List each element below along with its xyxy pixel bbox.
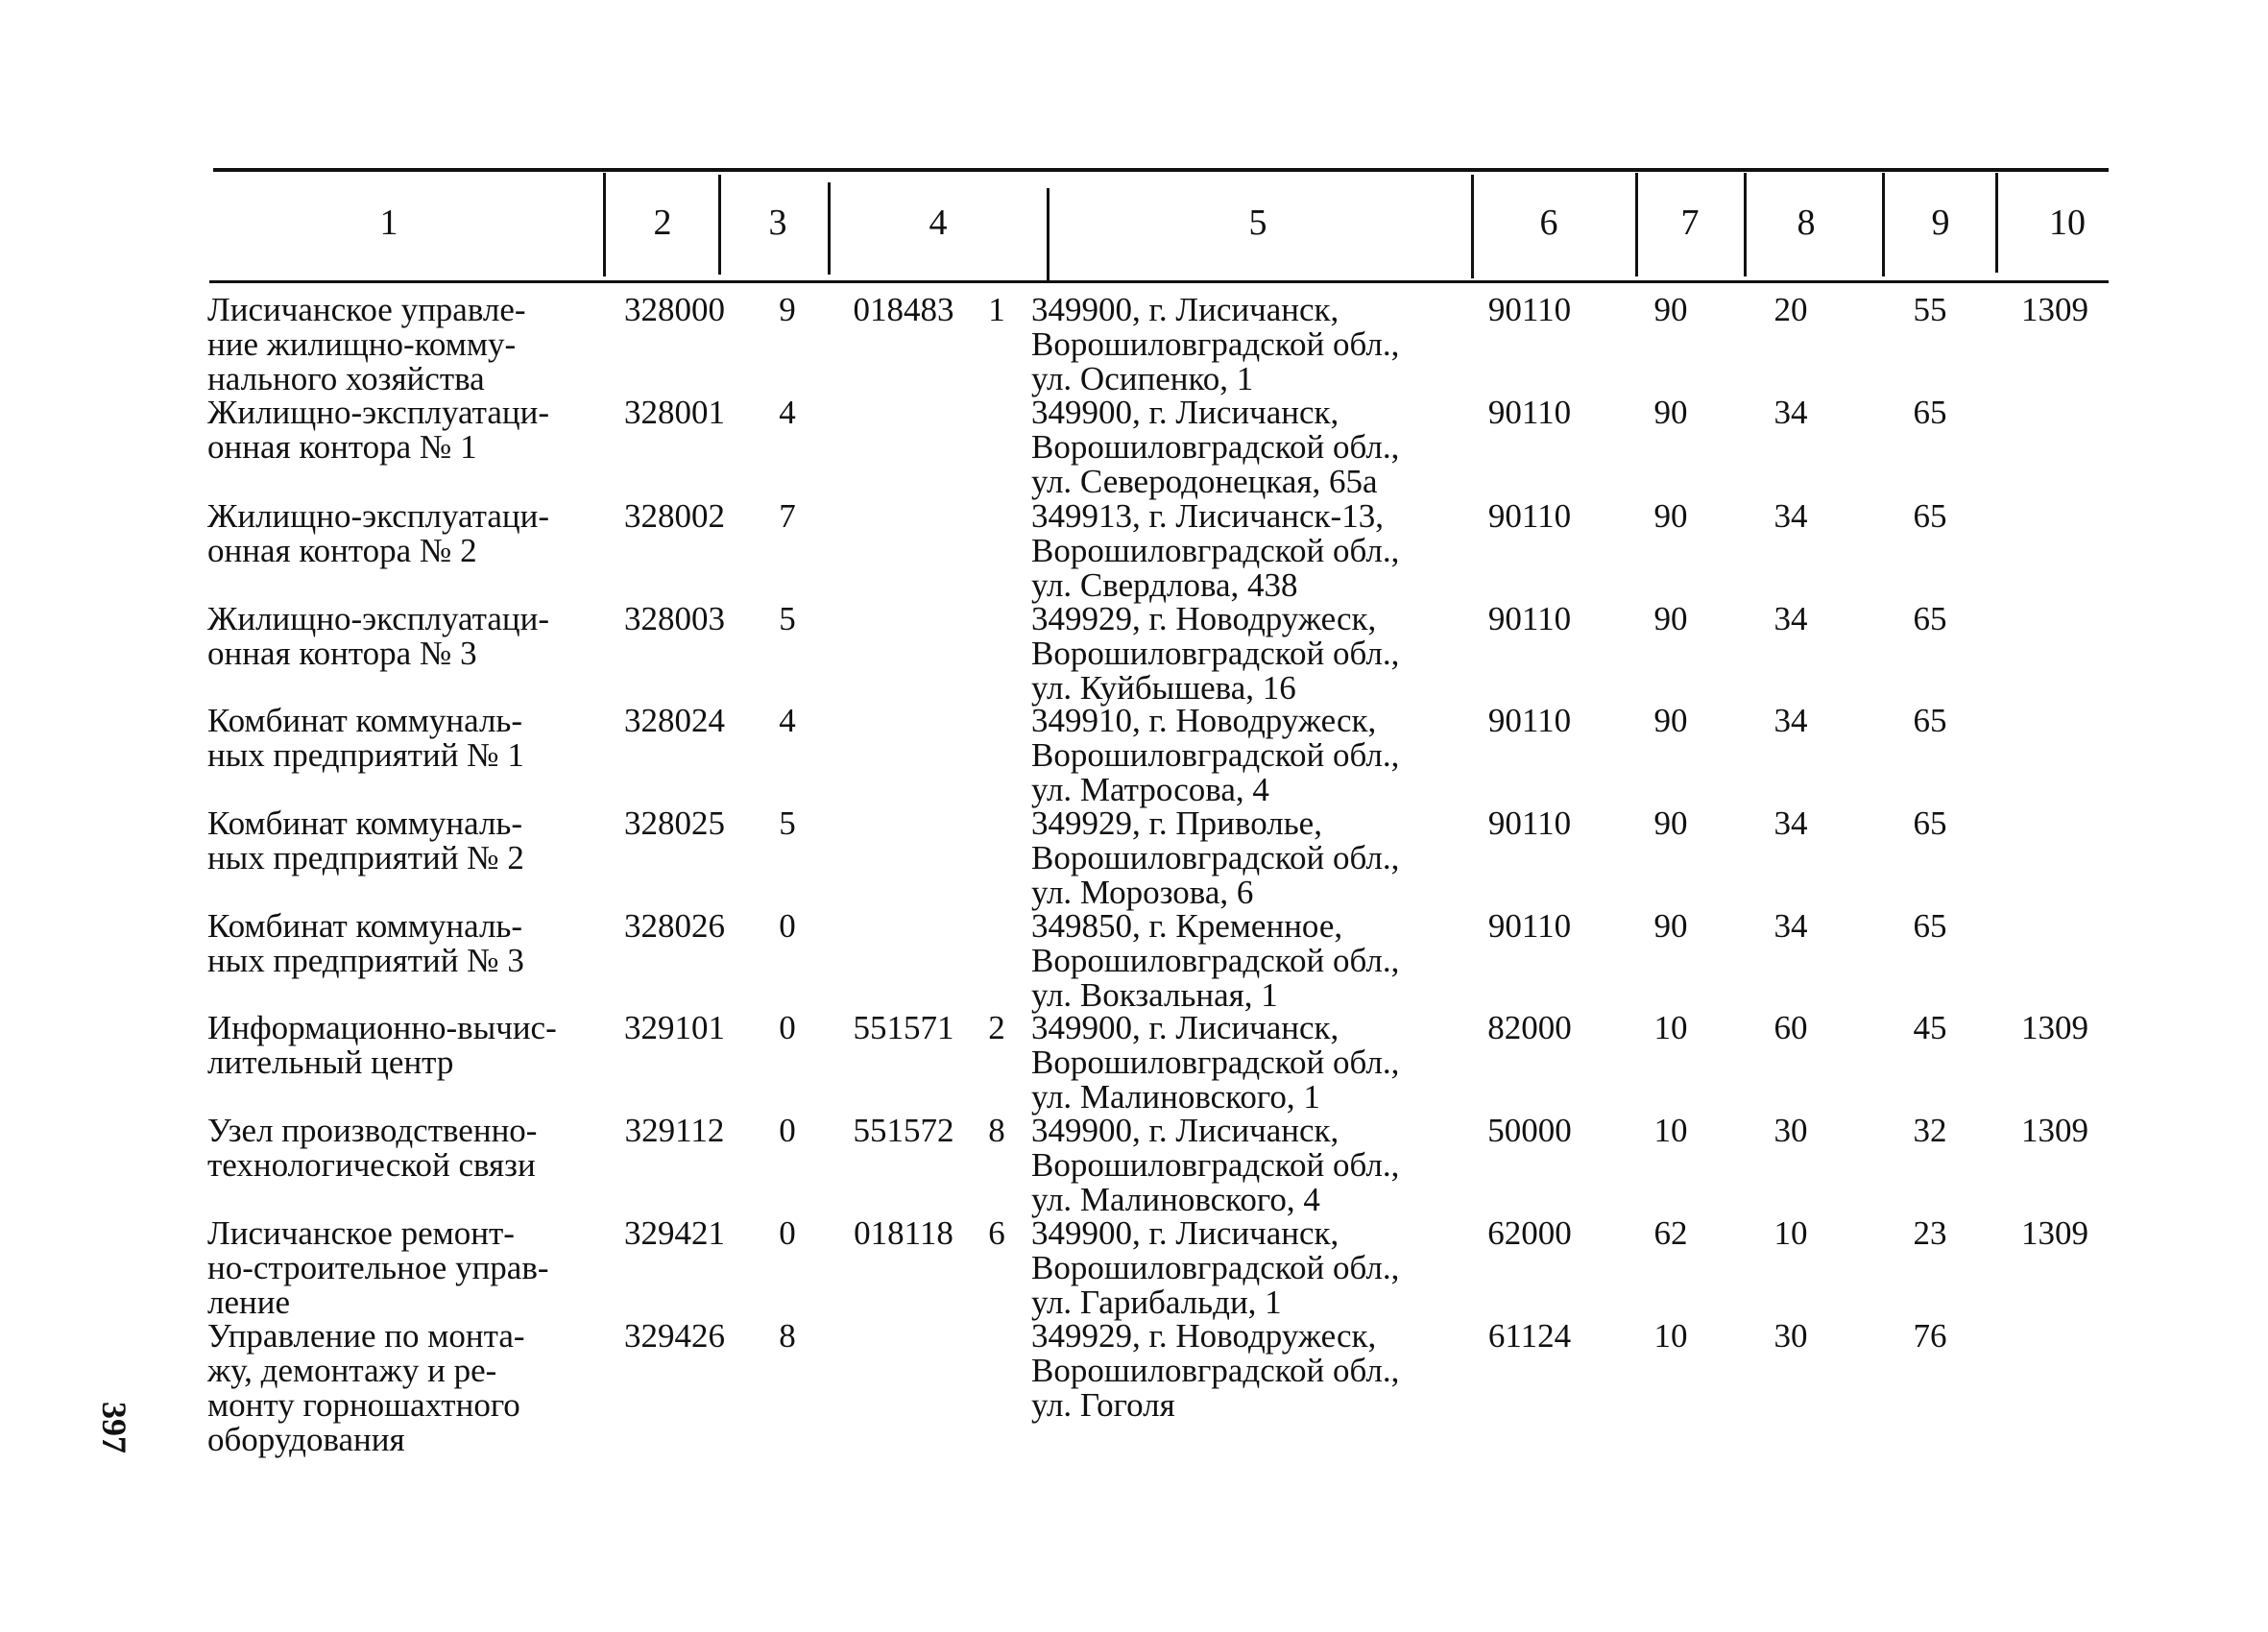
row-col7: 10: [1653, 1009, 1688, 1046]
row-name: [207, 396, 611, 465]
row-col9: 76: [1913, 1317, 1947, 1355]
row-code: 328000: [624, 291, 725, 328]
header-divider: [1635, 173, 1638, 276]
row-digit: 0: [779, 1112, 796, 1149]
row-address-line: ул. Куйбышева, 16: [1031, 669, 1296, 707]
header-col-9: 9: [1931, 203, 1950, 243]
page-number: 397: [95, 1402, 133, 1453]
row-col9: 65: [1913, 907, 1947, 945]
row-address-line: ул. Северодонецкая, 65а: [1031, 463, 1378, 500]
row-name-line: лительный центр: [207, 1044, 454, 1081]
row-address: [1031, 1319, 1454, 1423]
header-divider: [718, 175, 721, 275]
row-name-line: монту горношахтного: [207, 1386, 520, 1424]
row-address-line: 349913, г. Лисичанск-13,: [1031, 497, 1384, 535]
row-col8: 10: [1773, 1214, 1808, 1252]
row-col7: 90: [1653, 702, 1688, 739]
row-address: [1031, 1011, 1454, 1115]
row-address: [1031, 1216, 1454, 1320]
row-name-line: технологической связи: [207, 1146, 536, 1184]
row-address-line: ул. Вокзальная, 1: [1031, 976, 1278, 1014]
row-digit: 7: [779, 497, 796, 535]
row-code: 329421: [624, 1214, 725, 1252]
row-address-line: ул. Матросова, 4: [1031, 771, 1269, 808]
row-col9: 45: [1913, 1009, 1947, 1046]
row-col8: 34: [1773, 804, 1808, 842]
row-address-line: 349900, г. Лисичанск,: [1031, 1112, 1339, 1149]
row-code: 328026: [624, 907, 725, 945]
row-address-line: 349900, г. Лисичанск,: [1031, 291, 1339, 328]
row-address: [1031, 704, 1454, 807]
row-col9: 65: [1913, 497, 1947, 535]
row-name-line: но-строительное управ-: [207, 1249, 549, 1286]
row-col6: 90110: [1487, 394, 1572, 431]
row-name: [207, 1114, 611, 1183]
row-col7: 90: [1653, 394, 1688, 431]
row-digit: 8: [779, 1317, 796, 1355]
row-col6: 90110: [1487, 600, 1572, 637]
row-address-line: Ворошиловградской обл.,: [1031, 839, 1400, 876]
row-col9: 65: [1913, 804, 1947, 842]
row-address: [1031, 909, 1454, 1013]
row-col8: 34: [1773, 600, 1808, 637]
header-col-4: 4: [929, 203, 948, 243]
row-col7: 62: [1653, 1214, 1688, 1252]
row-address-line: Ворошиловградской обл.,: [1031, 1352, 1400, 1389]
row-name: [207, 602, 611, 671]
row-name-line: ние жилищно-комму-: [207, 325, 517, 363]
row-address-line: ул. Осипенко, 1: [1031, 360, 1254, 397]
header-col-10: 10: [2049, 203, 2086, 243]
row-name: [207, 806, 611, 876]
row-address-line: Ворошиловградской обл.,: [1031, 635, 1400, 672]
row-address-line: Ворошиловградской обл.,: [1031, 428, 1400, 466]
row-code: 328001: [624, 394, 725, 431]
row-address-line: ул. Гоголя: [1031, 1386, 1175, 1424]
row-code: 329112: [624, 1112, 725, 1149]
row-col8: 34: [1773, 702, 1808, 739]
row-col10: 1309: [2021, 1112, 2088, 1149]
row-name-line: оборудования: [207, 1421, 405, 1458]
row-col6: 90110: [1487, 497, 1572, 535]
header-divider: [1471, 175, 1474, 278]
row-col9: 55: [1913, 291, 1947, 328]
row-name-line: Лисичанское управле-: [207, 291, 526, 328]
row-name-line: жу, демонтажу и ре-: [207, 1352, 497, 1389]
row-col4: 018483: [853, 291, 954, 328]
row-name-line: ление: [207, 1284, 290, 1321]
row-name: [207, 499, 611, 568]
row-col4: 551572: [853, 1112, 954, 1149]
row-col4-check: 8: [988, 1112, 1005, 1149]
row-col4-check: 1: [988, 291, 1005, 328]
row-digit: 0: [779, 1214, 796, 1252]
row-name-line: ных предприятий № 3: [207, 942, 524, 979]
row-address-line: 349900, г. Лисичанск,: [1031, 1009, 1339, 1046]
header-divider: [1882, 173, 1885, 276]
row-col9: 65: [1913, 394, 1947, 431]
row-address-line: ул. Гарибальди, 1: [1031, 1284, 1282, 1321]
row-col7: 90: [1653, 497, 1688, 535]
row-col8: 34: [1773, 907, 1808, 945]
row-col6: 90110: [1487, 291, 1572, 328]
row-col6: 82000: [1487, 1009, 1572, 1046]
row-name: [207, 1216, 611, 1320]
row-col4: 551571: [853, 1009, 954, 1046]
row-col7: 90: [1653, 291, 1688, 328]
row-col7: 90: [1653, 907, 1688, 945]
row-col8: 30: [1773, 1317, 1808, 1355]
row-address-line: Ворошиловградской обл.,: [1031, 1044, 1400, 1081]
header-divider: [603, 173, 606, 276]
row-name-line: онная контора № 2: [207, 532, 477, 569]
row-address-line: 349929, г. Новодружеск,: [1031, 600, 1377, 637]
row-col4: 018118: [854, 1214, 953, 1252]
row-name-line: Лисичанское ремонт-: [207, 1214, 515, 1252]
row-col10: 1309: [2021, 1214, 2088, 1252]
row-col4-check: 2: [988, 1009, 1005, 1046]
row-col6: 90110: [1487, 702, 1572, 739]
row-name-line: Комбинат коммуналь-: [207, 804, 523, 842]
row-address-line: Ворошиловградской обл.,: [1031, 736, 1400, 774]
row-name-line: онная контора № 3: [207, 635, 477, 672]
row-col8: 34: [1773, 497, 1808, 535]
row-code: 328002: [624, 497, 725, 535]
row-col7: 10: [1653, 1112, 1688, 1149]
table-header-rule: [209, 280, 2109, 283]
header-col-3: 3: [768, 203, 787, 243]
row-name-line: Жилищно-эксплуатаци-: [207, 600, 550, 637]
row-name: [207, 704, 611, 773]
row-name-line: онная контора № 1: [207, 428, 477, 466]
row-col7: 90: [1653, 804, 1688, 842]
row-address-line: Ворошиловградской обл.,: [1031, 325, 1400, 363]
row-address-line: Ворошиловградской обл.,: [1031, 1146, 1400, 1184]
row-col6: 62000: [1487, 1214, 1572, 1252]
row-address-line: 349850, г. Кременное,: [1031, 907, 1343, 945]
row-code: 328025: [624, 804, 725, 842]
header-divider: [1744, 173, 1747, 276]
row-address-line: Ворошиловградской обл.,: [1031, 532, 1400, 569]
row-col9: 65: [1913, 600, 1947, 637]
row-col6: 90110: [1487, 804, 1572, 842]
row-col9: 23: [1913, 1214, 1947, 1252]
row-address-line: ул. Свердлова, 438: [1031, 566, 1298, 604]
row-address-line: Ворошиловградской обл.,: [1031, 1249, 1400, 1286]
row-address-line: 349900, г. Лисичанск,: [1031, 1214, 1339, 1252]
row-digit: 5: [779, 600, 796, 637]
header-divider: [828, 182, 831, 275]
row-col6: 50000: [1487, 1112, 1572, 1149]
row-name: [207, 1011, 611, 1080]
row-col9: 32: [1913, 1112, 1947, 1149]
row-digit: 5: [779, 804, 796, 842]
row-address: [1031, 293, 1454, 396]
row-code: 328003: [624, 600, 725, 637]
row-address: [1031, 396, 1454, 499]
row-col8: 30: [1773, 1112, 1808, 1149]
row-col7: 90: [1653, 600, 1688, 637]
row-col8: 20: [1773, 291, 1808, 328]
row-name-line: Информационно-вычис-: [207, 1009, 557, 1046]
row-col9: 65: [1913, 702, 1947, 739]
header-col-2: 2: [653, 203, 672, 243]
row-col10: 1309: [2021, 291, 2088, 328]
row-code: 329426: [624, 1317, 725, 1355]
row-address-line: ул. Морозова, 6: [1031, 874, 1254, 911]
row-digit: 0: [779, 1009, 796, 1046]
header-col-5: 5: [1248, 203, 1267, 243]
row-address-line: Ворошиловградской обл.,: [1031, 942, 1400, 979]
row-name-line: ных предприятий № 1: [207, 736, 524, 774]
row-name-line: Комбинат коммуналь-: [207, 702, 523, 739]
row-address-line: 349929, г. Приволье,: [1031, 804, 1322, 842]
row-code: 329101: [624, 1009, 725, 1046]
row-address-line: 349900, г. Лисичанск,: [1031, 394, 1339, 431]
row-col6: 61124: [1487, 1317, 1572, 1355]
row-address: [1031, 499, 1454, 603]
row-digit: 9: [779, 291, 796, 328]
row-name-line: Узел производственно-: [207, 1112, 538, 1149]
table-top-rule: [213, 168, 2109, 172]
header-col-1: 1: [379, 203, 398, 243]
header-divider: [1047, 188, 1050, 280]
row-address-line: 349910, г. Новодружеск,: [1031, 702, 1377, 739]
row-name: [207, 1319, 611, 1457]
row-address-line: ул. Малиновского, 4: [1031, 1181, 1320, 1218]
row-address-line: 349929, г. Новодружеск,: [1031, 1317, 1377, 1355]
row-col7: 10: [1653, 1317, 1688, 1355]
row-address: [1031, 602, 1454, 706]
row-col4-check: 6: [988, 1214, 1005, 1252]
row-col8: 60: [1773, 1009, 1808, 1046]
row-code: 328024: [624, 702, 725, 739]
row-digit: 4: [779, 394, 796, 431]
row-digit: 0: [779, 907, 796, 945]
header-col-6: 6: [1539, 203, 1558, 243]
row-col8: 34: [1773, 394, 1808, 431]
row-name-line: Комбинат коммуналь-: [207, 907, 523, 945]
row-name: [207, 293, 611, 396]
row-name-line: Управление по монта-: [207, 1317, 525, 1355]
header-col-7: 7: [1680, 203, 1700, 243]
row-name: [207, 909, 611, 978]
row-name-line: Жилищно-эксплуатаци-: [207, 394, 550, 431]
header-col-8: 8: [1797, 203, 1816, 243]
row-digit: 4: [779, 702, 796, 739]
row-address: [1031, 1114, 1454, 1217]
row-name-line: нального хозяйства: [207, 360, 485, 397]
row-col10: 1309: [2021, 1009, 2088, 1046]
row-address: [1031, 806, 1454, 910]
row-name-line: Жилищно-эксплуатаци-: [207, 497, 550, 535]
row-col6: 90110: [1487, 907, 1572, 945]
header-divider: [1995, 173, 1998, 273]
row-address-line: ул. Малиновского, 1: [1031, 1078, 1320, 1116]
row-name-line: ных предприятий № 2: [207, 839, 524, 876]
